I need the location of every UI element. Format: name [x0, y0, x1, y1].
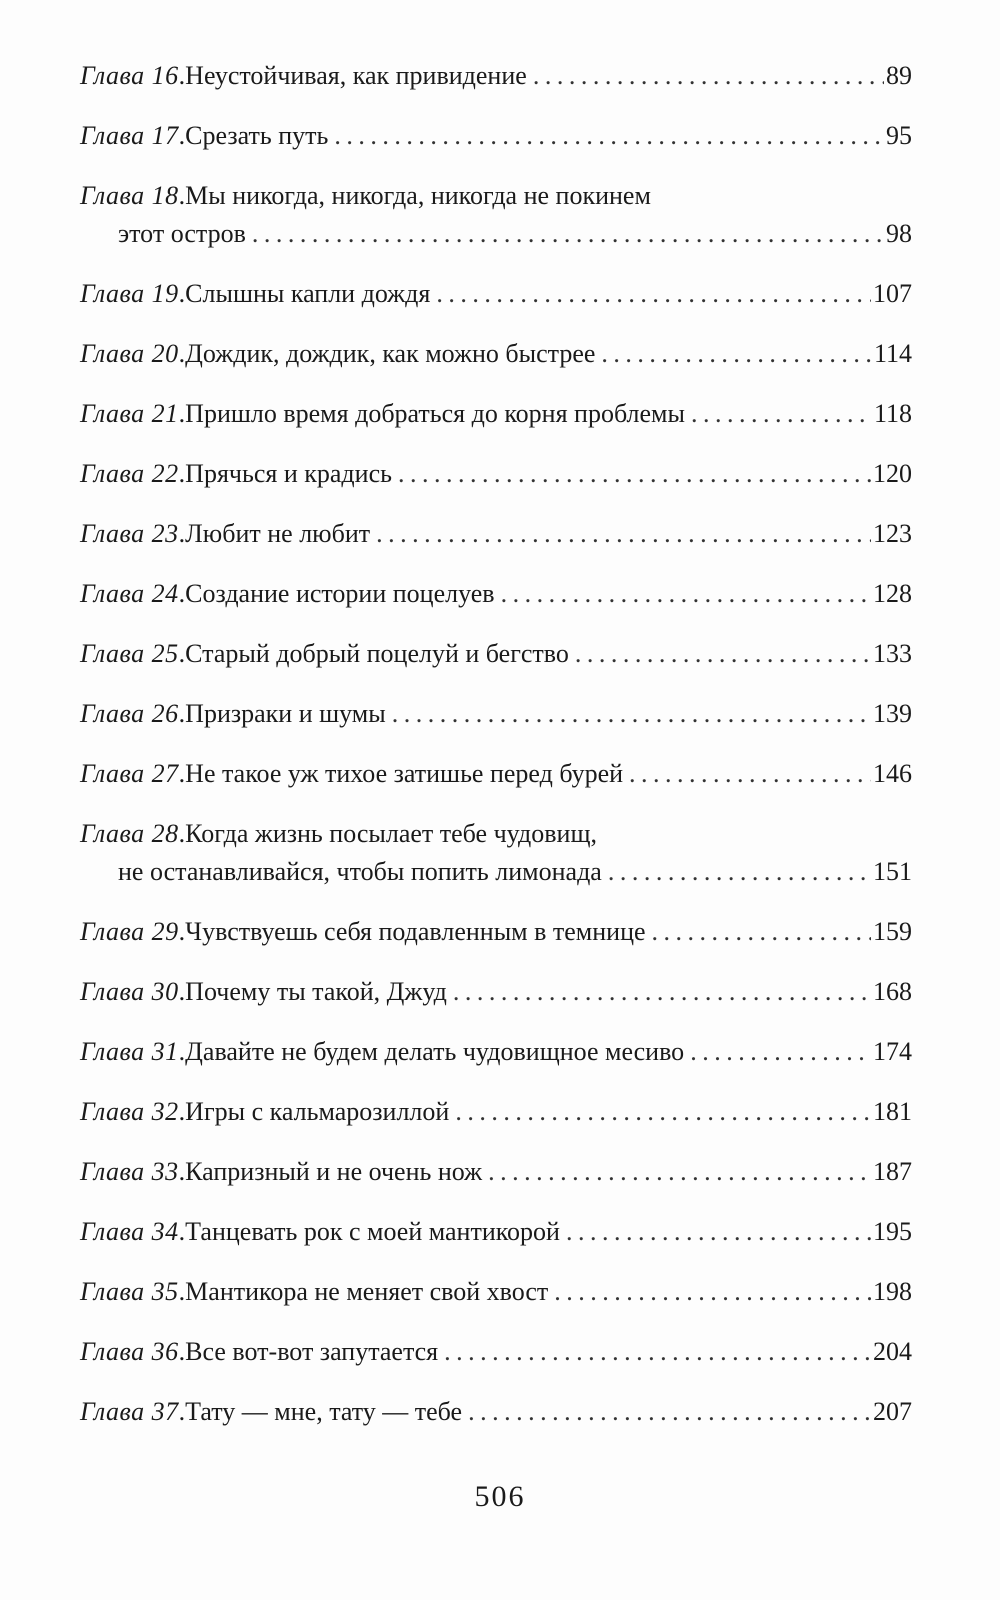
chapter-title: Тату — мне, тату — тебе — [185, 1397, 463, 1426]
dot-leader — [629, 755, 871, 793]
separator: . — [178, 1337, 186, 1366]
page-number: 506 — [474, 1480, 526, 1513]
chapter-title: Старый добрый поцелуй и бегство — [185, 639, 569, 668]
toc-line — [80, 1333, 912, 1371]
toc-line — [80, 455, 912, 493]
dot-leader — [533, 57, 884, 95]
chapter-page: 118 — [873, 399, 912, 428]
toc-entry — [80, 106, 912, 166]
chapter-label: Глава 21 — [80, 399, 179, 428]
toc-entry — [80, 902, 912, 962]
toc-entry — [80, 1142, 912, 1202]
chapter-page: 174 — [873, 1037, 912, 1066]
toc-line — [80, 815, 912, 853]
chapter-page: 204 — [873, 1337, 912, 1366]
chapter-page: 181 — [873, 1097, 912, 1126]
chapter-label: Глава 29 — [80, 917, 179, 946]
toc-line — [80, 1273, 912, 1311]
chapter-title: Не такое уж тихое затишье перед бурей — [185, 759, 624, 788]
toc-line-continued — [80, 853, 912, 891]
dot-leader — [501, 575, 871, 613]
separator: . — [178, 459, 186, 488]
chapter-page: 168 — [873, 977, 912, 1006]
separator: . — [178, 977, 186, 1006]
toc-entry — [80, 962, 912, 1022]
chapter-title: Почему ты такой, Джуд — [185, 977, 447, 1006]
toc-line — [80, 575, 912, 613]
toc-entry — [80, 1022, 912, 1082]
dot-leader — [554, 1273, 871, 1311]
separator: . — [178, 639, 186, 668]
separator: . — [178, 917, 186, 946]
chapter-page: 139 — [873, 699, 912, 728]
separator: . — [178, 279, 186, 308]
chapter-title: Неустойчивая, как привидение — [185, 61, 527, 90]
toc-entry — [80, 1322, 912, 1382]
separator: . — [178, 579, 186, 608]
chapter-page: 187 — [873, 1157, 912, 1186]
toc-line — [80, 635, 912, 673]
toc-entry — [80, 744, 912, 804]
dot-leader — [453, 973, 871, 1011]
toc-line — [80, 695, 912, 733]
toc-entry — [80, 684, 912, 744]
toc-entry — [80, 624, 912, 684]
chapter-label: Глава 31 — [80, 1037, 179, 1066]
chapter-title: Игры с кальмарозиллой — [185, 1097, 450, 1126]
separator: . — [178, 399, 186, 428]
chapter-page: 128 — [873, 579, 912, 608]
dot-leader — [252, 215, 884, 253]
chapter-label: Глава 35 — [80, 1277, 179, 1306]
chapter-page: 207 — [873, 1397, 912, 1426]
separator: . — [178, 699, 186, 728]
chapter-label: Глава 32 — [80, 1097, 179, 1126]
toc-line — [80, 335, 912, 373]
chapter-label: Глава 23 — [80, 519, 179, 548]
chapter-page: 146 — [873, 759, 912, 788]
chapter-title: Все вот-вот запутается — [185, 1337, 439, 1366]
chapter-title: Прячься и крадись — [185, 459, 392, 488]
toc-entry — [80, 324, 912, 384]
chapter-label: Глава 30 — [80, 977, 179, 1006]
chapter-label: Глава 36 — [80, 1337, 179, 1366]
toc-entry — [80, 264, 912, 324]
chapter-page: 120 — [873, 459, 912, 488]
dot-leader — [575, 635, 871, 673]
chapter-title-continued: этот остров — [118, 219, 246, 248]
toc-line — [80, 1153, 912, 1191]
dot-leader — [455, 1093, 871, 1131]
dot-leader — [652, 913, 871, 951]
chapter-page: 198 — [873, 1277, 912, 1306]
toc-line — [80, 117, 912, 155]
dot-leader — [566, 1213, 871, 1251]
toc-entry — [80, 564, 912, 624]
separator: . — [178, 759, 186, 788]
chapter-title: Создание истории поцелуев — [185, 579, 495, 608]
toc-entry — [80, 1202, 912, 1262]
chapter-title: Призраки и шумы — [185, 699, 386, 728]
chapter-page: 123 — [873, 519, 912, 548]
chapter-title: Капризный и не очень нож — [185, 1157, 483, 1186]
separator: . — [178, 1097, 186, 1126]
dot-leader — [690, 1033, 871, 1071]
dot-leader — [398, 455, 871, 493]
dot-leader — [334, 117, 884, 155]
toc-line-continued — [80, 215, 912, 253]
dot-leader — [444, 1333, 871, 1371]
toc-entry — [80, 166, 912, 264]
separator: . — [178, 339, 186, 368]
separator: . — [178, 181, 186, 210]
chapter-title: Чувствуешь себя подавленным в темнице — [185, 917, 646, 946]
toc-line — [80, 57, 912, 95]
chapter-page: 114 — [873, 339, 912, 368]
separator: . — [178, 1397, 186, 1426]
toc-entry — [80, 384, 912, 444]
toc-line — [80, 1033, 912, 1071]
chapter-page: 98 — [886, 219, 912, 248]
chapter-page: 159 — [873, 917, 912, 946]
dot-leader — [691, 395, 872, 433]
dot-leader — [436, 275, 871, 313]
separator: . — [178, 121, 186, 150]
dot-leader — [488, 1153, 871, 1191]
toc-line — [80, 755, 912, 793]
toc-entry — [80, 46, 912, 106]
chapter-label: Глава 37 — [80, 1397, 179, 1426]
chapter-title: Когда жизнь посылает тебе чудовищ, — [185, 819, 597, 848]
separator: . — [178, 519, 186, 548]
chapter-page: 89 — [886, 61, 912, 90]
toc-line — [80, 1093, 912, 1131]
chapter-label: Глава 18 — [80, 181, 179, 210]
separator: . — [178, 1037, 186, 1066]
chapter-title: Любит не любит — [185, 519, 371, 548]
chapter-page: 133 — [873, 639, 912, 668]
chapter-page: 151 — [873, 857, 912, 886]
toc-line — [80, 177, 912, 215]
chapter-label: Глава 19 — [80, 279, 179, 308]
toc-entry — [80, 1382, 912, 1442]
chapter-label: Глава 24 — [80, 579, 179, 608]
dot-leader — [376, 515, 871, 553]
toc-line — [80, 275, 912, 313]
chapter-label: Глава 33 — [80, 1157, 179, 1186]
dot-leader — [392, 695, 871, 733]
chapter-title-continued: не останавливайся, чтобы попить лимонада — [118, 857, 602, 886]
toc-line — [80, 515, 912, 553]
toc-entry — [80, 1082, 912, 1142]
chapter-title: Мы никогда, никогда, никогда не покинем — [185, 181, 651, 210]
separator: . — [178, 1157, 186, 1186]
chapter-label: Глава 34 — [80, 1217, 179, 1246]
chapter-title: Пришло время добраться до корня проблемы — [185, 399, 685, 428]
chapter-label: Глава 27 — [80, 759, 179, 788]
toc-entry — [80, 804, 912, 902]
chapter-label: Глава 28 — [80, 819, 179, 848]
toc-line — [80, 395, 912, 433]
chapter-title: Танцевать рок с моей мантикорой — [185, 1217, 560, 1246]
dot-leader — [608, 853, 871, 891]
chapter-label: Глава 22 — [80, 459, 179, 488]
chapter-title: Срезать путь — [185, 121, 329, 150]
separator: . — [178, 61, 186, 90]
toc-line — [80, 1393, 912, 1431]
chapter-page: 95 — [886, 121, 912, 150]
dot-leader — [468, 1393, 871, 1431]
separator: . — [178, 819, 186, 848]
chapter-title: Дождик, дождик, как можно быстрее — [185, 339, 596, 368]
toc-line — [80, 913, 912, 951]
toc-entry — [80, 444, 912, 504]
chapter-page: 195 — [873, 1217, 912, 1246]
toc-line — [80, 1213, 912, 1251]
chapter-label: Глава 26 — [80, 699, 179, 728]
separator: . — [178, 1217, 186, 1246]
chapter-title: Мантикора не меняет свой хвост — [185, 1277, 549, 1306]
toc-entry — [80, 504, 912, 564]
chapter-label: Глава 25 — [80, 639, 179, 668]
chapter-label: Глава 17 — [80, 121, 179, 150]
toc-line — [80, 973, 912, 1011]
chapter-label: Глава 20 — [80, 339, 179, 368]
table-of-contents — [80, 46, 912, 1442]
separator: . — [178, 1277, 186, 1306]
toc-entry — [80, 1262, 912, 1322]
chapter-title: Слышны капли дождя — [185, 279, 431, 308]
chapter-label: Глава 16 — [80, 61, 179, 90]
chapter-title: Давайте не будем делать чудовищное месиво — [185, 1037, 685, 1066]
dot-leader — [601, 335, 872, 373]
chapter-page: 107 — [873, 279, 912, 308]
